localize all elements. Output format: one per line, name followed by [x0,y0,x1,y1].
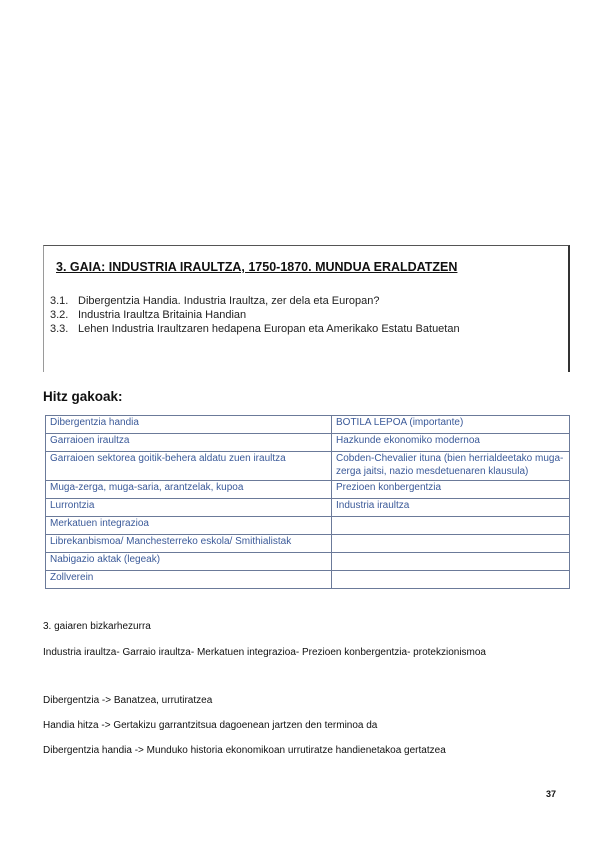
topic-text: Dibergentzia Handia. Industria Iraultza, zer dela eta Europan? [78,295,380,307]
keyword-cell: Garraioen sektorea goitik-behera aldatu zuen iraultza [46,452,332,481]
topic-list [50,294,460,336]
keyword-cell: Zollverein [46,571,332,589]
page-number: 37 [546,789,557,799]
topic-number: 3.3. [50,323,69,335]
table-row [46,499,570,517]
keyword-cell: Lurrontzia [46,499,332,517]
topic-item [50,308,460,322]
topic-item [50,294,460,308]
chapter-title: 3. GAIA: INDUSTRIA IRAULTZA, 1750-1870. MUNDUA ERALDATZEN [56,260,458,274]
keyword-cell: Nabigazio aktak (legeak) [46,553,332,571]
keyword-cell [332,553,570,571]
keyword-cell: Dibergentzia handia [46,416,332,434]
topic-number: 3.2. [50,309,69,321]
keyword-cell: BOTILA LEPOA (importante) [332,416,570,434]
table-row [46,416,570,434]
keywords-heading: Hitz gakoak: [43,389,123,404]
keyword-cell: Muga-zerga, muga-saria, arantzelak, kupoa [46,481,332,499]
definition-line: Dibergentzia -> Banatzea, urrutiratzea [43,695,213,706]
keyword-cell: Librekanbismoa/ Manchesterreko eskola/ Smithialistak [46,535,332,553]
keyword-cell [332,535,570,553]
keyword-cell: Merkatuen integrazioa [46,517,332,535]
topic-number: 3.1. [50,295,69,307]
table-row [46,535,570,553]
topic-text: Lehen Industria Iraultzaren hedapena Europan eta Amerikako Estatu Batuetan [78,323,460,335]
keyword-cell: Industria iraultza [332,499,570,517]
keyword-cell: Garraioen iraultza [46,434,332,452]
table-row [46,553,570,571]
table-row [46,517,570,535]
keywords-table [45,415,570,589]
table-row [46,571,570,589]
table-row [46,434,570,452]
definition-line: Dibergentzia handia -> Munduko historia ekonomikoan urrutiratze handienetakoa gertatzea [43,745,446,756]
table-row [46,481,570,499]
keyword-cell: Hazkunde ekonomiko modernoa [332,434,570,452]
definition-line: Handia hitza -> Gertakizu garrantzitsua dagoenean jartzen den terminoa da [43,720,378,731]
summary-heading: 3. gaiaren bizkarhezurra [43,621,151,632]
table-row [46,452,570,481]
chapter-header-box [43,245,570,372]
keyword-cell [332,517,570,535]
topic-item [50,322,460,336]
keyword-cell [332,571,570,589]
topic-text: Industria Iraultza Britainia Handian [78,309,247,321]
keyword-cell: Prezioen konbergentzia [332,481,570,499]
summary-chain: Industria iraultza- Garraio iraultza- Merkatuen integrazioa- Prezioen konbergentzia- protekzionismoa [43,647,486,658]
keyword-cell: Cobden-Chevalier ituna (bien herrialdeetako muga-zerga jaitsi, nazio mesdetuenaren klausula) [332,452,570,481]
